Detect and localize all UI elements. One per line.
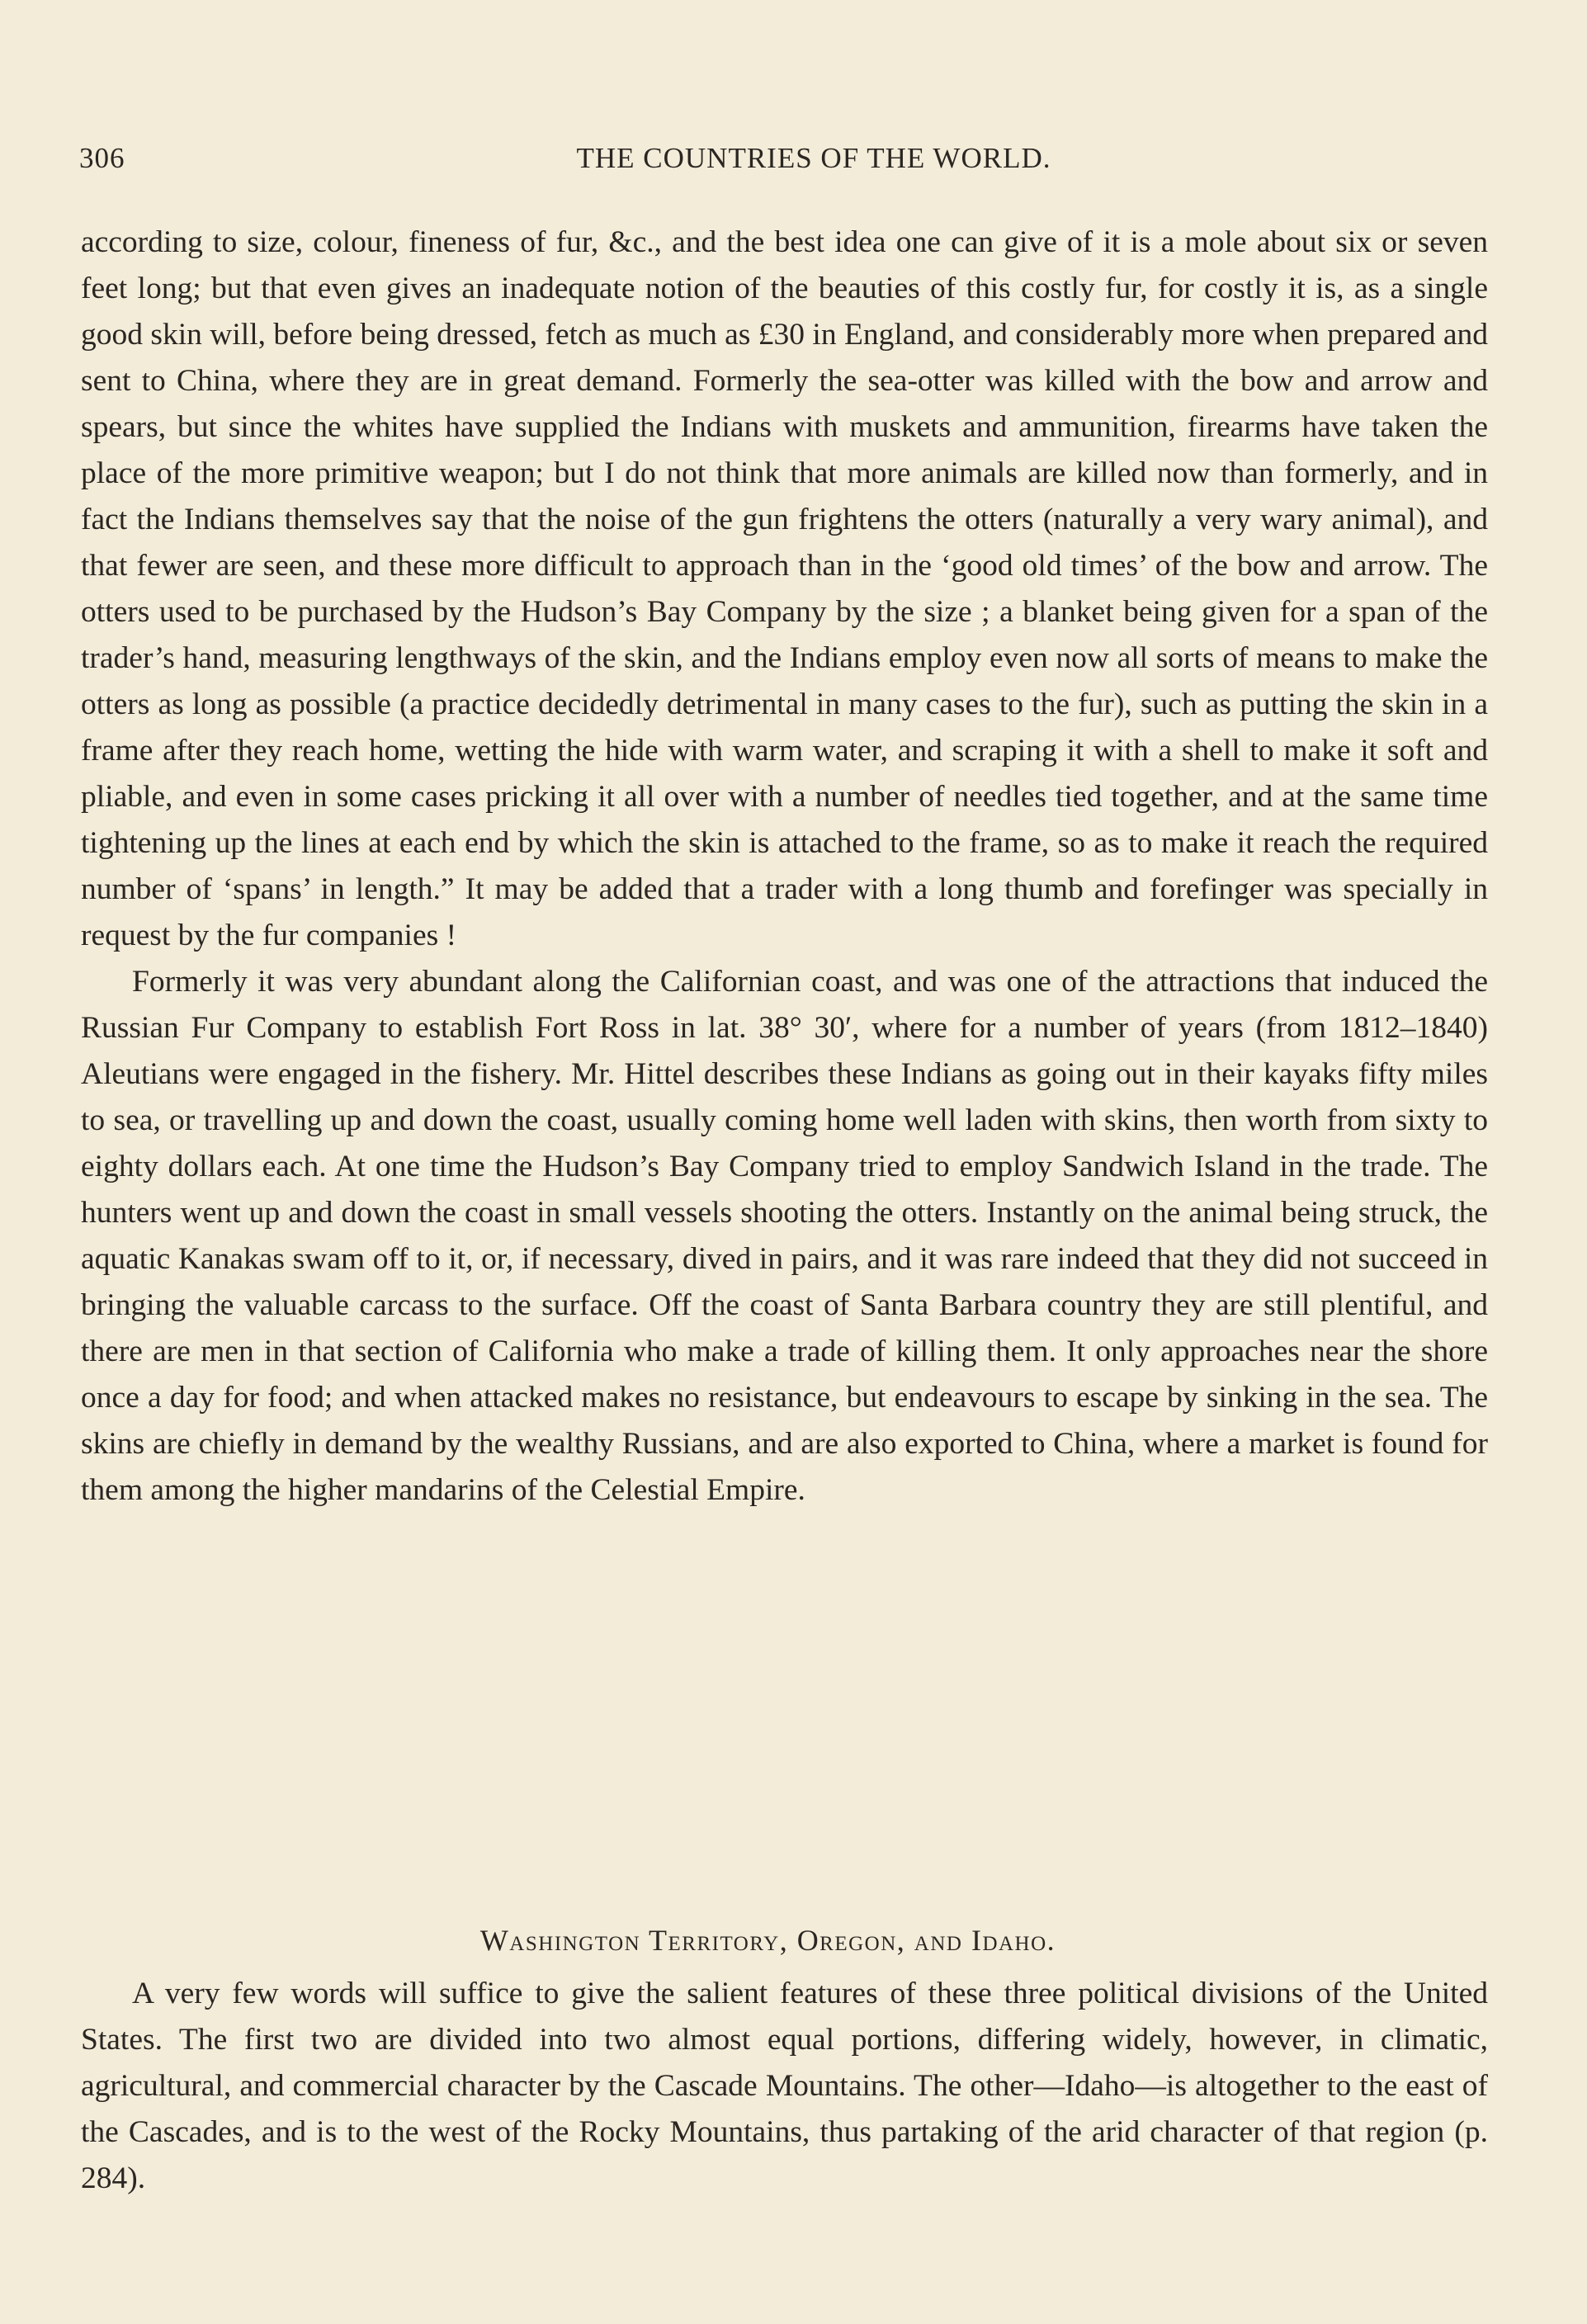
section-paragraph: A very few words will suffice to give the salient features of these three political divisions of the United States. The first two are divided into two almost equal portions, differing widely, however, in climatic, agricultural, and commercial character by the Cascade Mountains. The other—Idaho—is altogether to the east of the Cascades, and is to the west of the Rocky Mountains, thus partaking of the arid character of that region (p. 284). [81,1977,1488,2195]
paragraph-continued: according to size, colour, fineness of fur, &c., and the best idea one can give of it is a mole about six or seven feet long; but that even gives an inadequate notion of the beauties of this costly fur, for costly it is, as a single good skin will, before being dressed, fetch as much as £30 in England, and considerably more when prepared and sent to China, where they are in great demand. Formerly the sea-otter was killed with the bow and arrow and spears, but since the whites have supplied the Indians with muskets and ammunition, firearms have taken the place of the more primitive weapon; but I do not think that more animals are killed now than formerly, and in fact the Indians themselves say that the noise of the gun frightens the otters (naturally a very wary animal), and that fewer are seen, and these more difficult to approach than in the ‘good old times’ of the bow and arrow. The otters used to be purchased by the Hudson’s Bay Company by the size ; a blanket being given for a span of the trader’s hand, measuring lengthways of the skin, and the Indians employ even now all sorts of means to make the otters as long as possible (a practice decidedly detrimental in many cases to the fur), such as putting the skin in a frame after they reach home, wetting the hide with warm water, and scraping it with a shell to make it soft and pliable, and even in some cases pricking it all over with a number of needles tied together, and at the same time tightening up the lines at each end by which the skin is attached to the frame, so as to make it reach the required number of ‘spans’ in length.” It may be added that a trader with a long thumb and forefinger was specially in request by the fur companies ! [81,225,1488,952]
running-title [79,142,1490,175]
section-heading [81,1917,1488,1963]
running-title-text: THE COUNTRIES OF THE WORLD. [576,142,1051,174]
page-number: 306 [79,142,125,174]
section-heading-text: Washington Territory, Oregon, and Idaho. [479,1924,1056,1957]
section-text [81,1971,1488,2202]
page-header [79,142,1490,188]
paragraph: Formerly it was very abundant along the Californian coast, and was one of the attractions that induced the Russian Fur Company to establish Fort Ross in lat. 38° 30′, where for a number of years (from 1812–1840) Aleutians were engaged in the fishery. Mr. Hittel describes these Indians as going out in their kayaks fifty miles to sea, or travelling up and down the coast, usually coming home well laden with skins, then worth from sixty to eighty dollars each. At one time the Hudson’s Bay Company tried to employ Sandwich Island in the trade. The hunters went up and down the coast in small vessels shooting the otters. Instantly on the animal being struck, the aquatic Kanakas swam off to it, or, if necessary, dived in pairs, and it was rare indeed that they did not succeed in bringing the valuable carcass to the surface. Off the coast of Santa Barbara country they are still plentiful, and there are men in that section of California who make a trade of killing them. It only approaches near the shore once a day for food; and when attacked makes no resistance, but endeavours to escape by sinking in the sea. The skins are chiefly in demand by the wealthy Russians, and are also exported to China, where a market is found for them among the higher mandarins of the Celestial Empire. [81,965,1488,1507]
main-text [81,220,1488,1514]
